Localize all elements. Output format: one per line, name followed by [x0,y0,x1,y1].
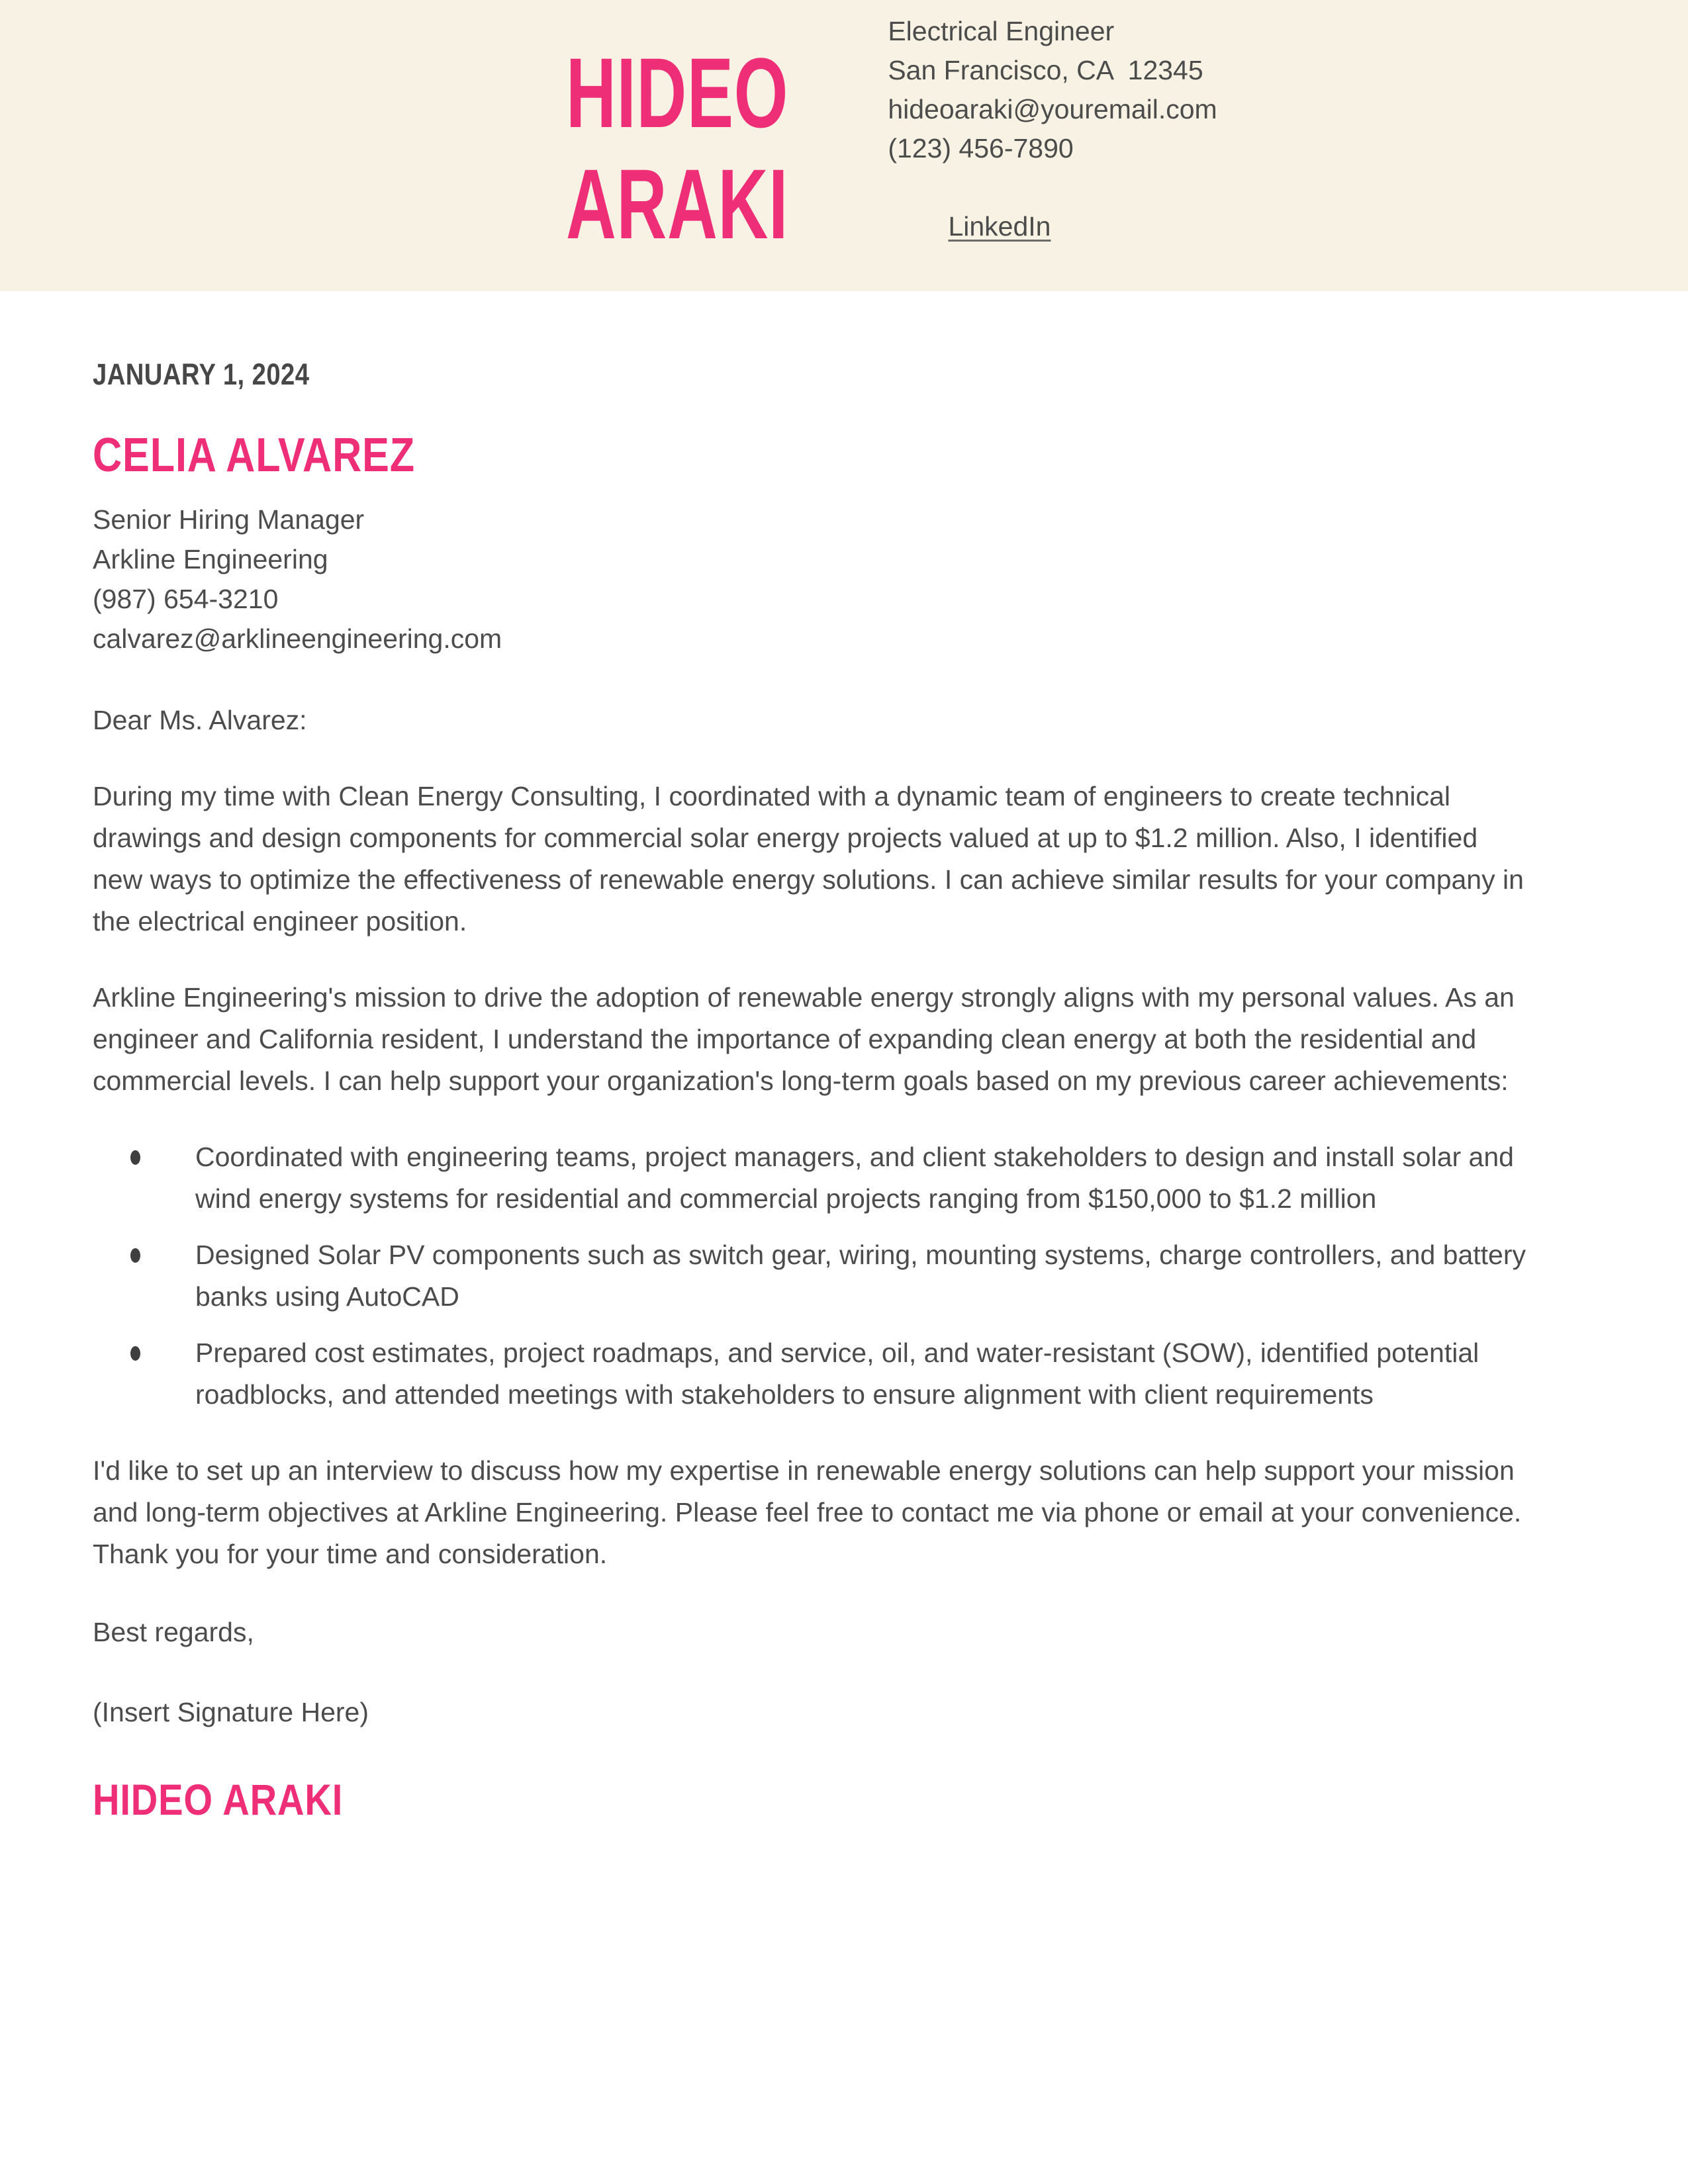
applicant-location: San Francisco, CA 12345 [888,54,1203,85]
letter-body [0,357,1688,1825]
paragraph-intro: During my time with Clean Energy Consulting, I coordinated with a dynamic team of engineers to create technical drawings and design components for commercial solar energy projects valued at up to $1.2 million. Also, I identified new ways to optimize the effectiveness of renewable energy solutions. I can achieve similar results for your company in the electrical engineer position. [93,781,1524,936]
applicant-phone: (123) 456-7890 [888,132,1074,163]
achievement-list [93,1136,1529,1416]
linkedin-link[interactable]: LinkedIn [948,210,1051,242]
applicant-email: hideoaraki@youremail.com [888,93,1217,124]
recipient-name: CELIA ALVAREZ [93,429,416,482]
signoff: Best regards, [93,1617,254,1647]
recipient-details [93,500,1529,659]
contact-info [888,12,1217,285]
recipient-email: calvarez@arklineengineering.com [93,623,502,654]
applicant-name-line1: HIDEO [566,37,789,148]
letter-date: JANUARY 1, 2024 [93,357,310,391]
achievement-item: Coordinated with engineering teams, project managers, and client stakeholders to design and install solar and wind energy systems for residential and commercial projects ranging from $150,000 to $1.2 million [93,1136,1529,1220]
recipient-company: Arkline Engineering [93,544,328,574]
signature-name: HIDEO ARAKI [93,1775,344,1824]
achievement-item: Prepared cost estimates, project roadmaps, and service, oil, and water-resistant (SOW), identified potential roadblocks, and attended meetings with stakeholders to ensure alignment with client requirements [93,1332,1529,1416]
salutation: Dear Ms. Alvarez: [93,705,307,735]
signature-placeholder: (Insert Signature Here) [93,1697,369,1727]
paragraph-closing: I'd like to set up an interview to discuss how my expertise in renewable energy solutions can help support your mission and long-term objectives at Arkline Engineering. Please feel free to contact me via phone or email at your convenience. Thank you for your time and consideration. [93,1455,1522,1569]
applicant-name-line2: ARAKI [566,148,789,259]
paragraph-mission: Arkline Engineering's mission to drive the adoption of renewable energy strongly aligns with my personal values. As an engineer and California resident, I understand the importance of expanding clean energy at both the residential and commercial levels. I can help support your organization's long-term goals based on my previous career achievements: [93,982,1515,1096]
letterhead [0,0,1688,291]
recipient-phone: (987) 654-3210 [93,584,279,614]
achievement-item: Designed Solar PV components such as switch gear, wiring, mounting systems, charge controllers, and battery banks using AutoCAD [93,1234,1529,1318]
applicant-name [471,37,788,259]
applicant-job-title: Electrical Engineer [888,15,1115,46]
recipient-title: Senior Hiring Manager [93,504,365,535]
